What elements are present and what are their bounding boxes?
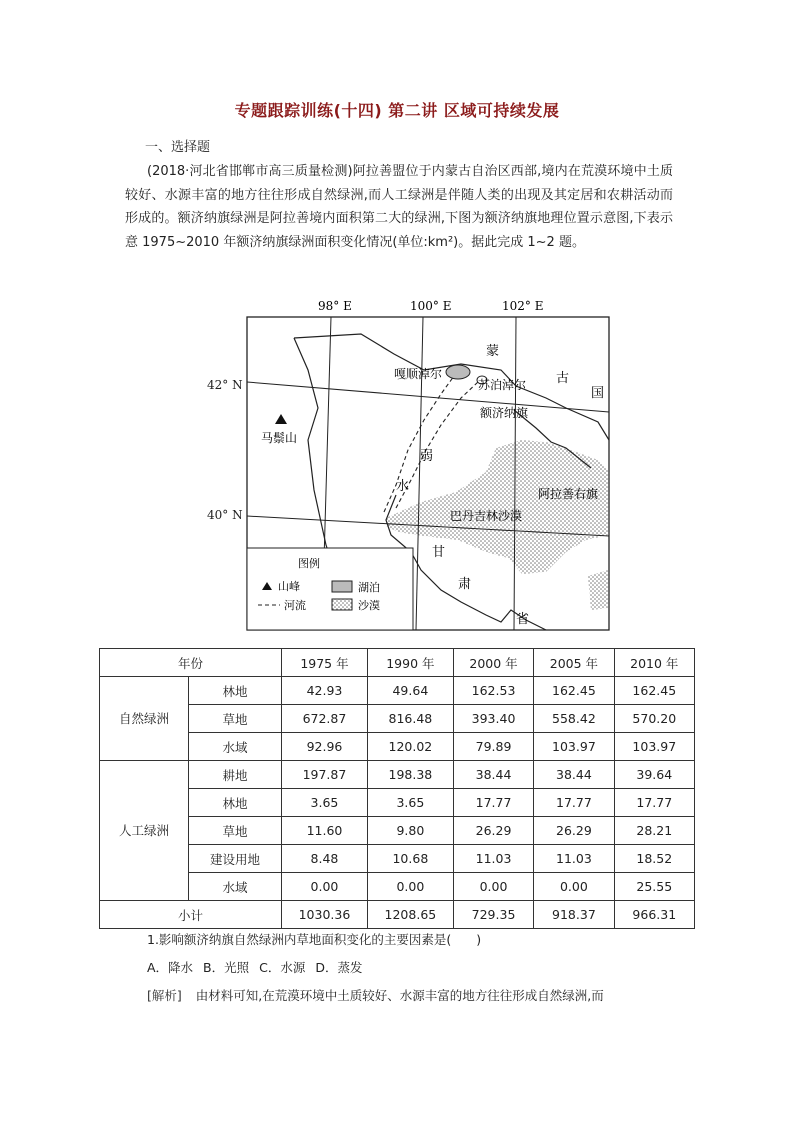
table-header-cell: 年份 bbox=[100, 649, 282, 677]
lon-label-98: 98° E bbox=[318, 299, 352, 313]
page-title: 专题跟踪训练(十四) 第二讲 区域可持续发展 bbox=[234, 101, 560, 120]
table-header-cell: 2010 年 bbox=[614, 649, 694, 677]
table-cell: 26.29 bbox=[534, 817, 614, 845]
table-cell: 558.42 bbox=[534, 705, 614, 733]
analysis bbox=[147, 986, 604, 1004]
legend-title: 图例 bbox=[298, 557, 320, 570]
legend-desert-label: 沙漠 bbox=[358, 599, 380, 612]
table-cell: 120.02 bbox=[367, 733, 453, 761]
lake-gashun bbox=[446, 365, 470, 379]
table-cell: 1208.65 bbox=[367, 901, 453, 929]
table-header-cell: 1975 年 bbox=[282, 649, 368, 677]
option-b[interactable]: B．光照 bbox=[203, 960, 250, 975]
option-d[interactable]: D．蒸发 bbox=[315, 960, 363, 975]
table-row bbox=[100, 845, 695, 873]
label-gan: 甘 bbox=[432, 545, 446, 560]
lat-label-42: 42° N bbox=[207, 378, 243, 392]
label-guo: 国 bbox=[591, 386, 605, 401]
table-cell: 25.55 bbox=[614, 873, 694, 901]
table-cell: 17.77 bbox=[453, 789, 533, 817]
label-su: 肃 bbox=[458, 577, 472, 592]
oasis-area-table bbox=[99, 648, 695, 929]
table-cell: 3.65 bbox=[367, 789, 453, 817]
table-row bbox=[100, 705, 695, 733]
table-cell: 162.45 bbox=[534, 677, 614, 705]
table-header-cell: 2005 年 bbox=[534, 649, 614, 677]
label-ejina: 额济纳旗 bbox=[480, 406, 529, 420]
table-cell: 8.48 bbox=[282, 845, 368, 873]
table-cell: 197.87 bbox=[282, 761, 368, 789]
table-cell: 49.64 bbox=[367, 677, 453, 705]
table-cell: 729.35 bbox=[453, 901, 533, 929]
table-cell: 103.97 bbox=[614, 733, 694, 761]
table-cell: 42.93 bbox=[282, 677, 368, 705]
label-badain: 巴丹吉林沙漠 bbox=[450, 509, 523, 523]
table-cell: 38.44 bbox=[453, 761, 533, 789]
lon-label-100: 100° E bbox=[410, 299, 452, 313]
table-cell: 9.80 bbox=[367, 817, 453, 845]
table-header-cell: 1990 年 bbox=[367, 649, 453, 677]
answer-options bbox=[147, 958, 362, 976]
table-cell: 103.97 bbox=[534, 733, 614, 761]
table-cell: 17.77 bbox=[534, 789, 614, 817]
row-label: 林地 bbox=[189, 789, 282, 817]
table-cell: 38.44 bbox=[534, 761, 614, 789]
desert-area-south bbox=[588, 570, 608, 610]
legend-peak-label: 山峰 bbox=[278, 580, 300, 593]
table-cell: 393.40 bbox=[453, 705, 533, 733]
row-label: 草地 bbox=[189, 705, 282, 733]
table-cell: 0.00 bbox=[282, 873, 368, 901]
lat-label-40: 40° N bbox=[207, 508, 243, 522]
option-a[interactable]: A．降水 bbox=[147, 960, 194, 975]
table-row bbox=[100, 733, 695, 761]
label-mazong: 马鬃山 bbox=[261, 431, 298, 445]
table-cell: 39.64 bbox=[614, 761, 694, 789]
label-alashan-right: 阿拉善右旗 bbox=[538, 487, 599, 501]
group-label-artificial: 人工绿洲 bbox=[100, 761, 189, 901]
table-cell: 0.00 bbox=[367, 873, 453, 901]
legend-box bbox=[247, 548, 413, 630]
table-cell: 11.60 bbox=[282, 817, 368, 845]
table-cell: 966.31 bbox=[614, 901, 694, 929]
label-shui: 水 bbox=[396, 479, 410, 494]
analysis-text: 由材料可知,在荒漠环境中土质较好、水源丰富的地方往往形成自然绿洲,而 bbox=[195, 988, 604, 1003]
table-cell: 816.48 bbox=[367, 705, 453, 733]
table-row bbox=[100, 789, 695, 817]
table-header-row bbox=[100, 649, 695, 677]
table-cell: 672.87 bbox=[282, 705, 368, 733]
table-cell: 918.37 bbox=[534, 901, 614, 929]
legend-river-label: 河流 bbox=[284, 599, 306, 612]
table-cell: 11.03 bbox=[534, 845, 614, 873]
table-cell: 11.03 bbox=[453, 845, 533, 873]
row-label: 水域 bbox=[189, 733, 282, 761]
label-gashun: 嘎顺淖尔 bbox=[394, 367, 443, 381]
legend-lake-label: 湖泊 bbox=[358, 581, 380, 594]
table-cell: 1030.36 bbox=[282, 901, 368, 929]
label-ruo: 弱 bbox=[420, 449, 434, 464]
table-cell: 79.89 bbox=[453, 733, 533, 761]
table-row bbox=[100, 677, 695, 705]
table-cell: 92.96 bbox=[282, 733, 368, 761]
table-cell: 3.65 bbox=[282, 789, 368, 817]
table-cell: 570.20 bbox=[614, 705, 694, 733]
label-sheng: 省 bbox=[516, 612, 530, 627]
legend-lake-icon bbox=[332, 581, 352, 592]
table-header-cell: 2000 年 bbox=[453, 649, 533, 677]
table-cell: 198.38 bbox=[367, 761, 453, 789]
row-label: 耕地 bbox=[189, 761, 282, 789]
table-cell: 10.68 bbox=[367, 845, 453, 873]
subtotal-label: 小计 bbox=[100, 901, 282, 929]
table-cell: 0.00 bbox=[534, 873, 614, 901]
location-map bbox=[246, 290, 621, 635]
lon-label-102: 102° E bbox=[502, 299, 544, 313]
table-cell: 18.52 bbox=[614, 845, 694, 873]
table-cell: 0.00 bbox=[453, 873, 533, 901]
table-row bbox=[100, 817, 695, 845]
option-c[interactable]: C．水源 bbox=[259, 960, 306, 975]
row-label: 林地 bbox=[189, 677, 282, 705]
question-1: 1.影响额济纳旗自然绿洲内草地面积变化的主要因素是( ) bbox=[147, 932, 482, 947]
table-cell: 162.53 bbox=[453, 677, 533, 705]
table-cell: 162.45 bbox=[614, 677, 694, 705]
legend-desert-icon bbox=[332, 599, 352, 610]
row-label: 建设用地 bbox=[189, 845, 282, 873]
label-meng: 蒙 bbox=[486, 344, 500, 359]
label-gu: 古 bbox=[556, 371, 570, 386]
table-row bbox=[100, 761, 695, 789]
section-heading: 一、选择题 bbox=[145, 140, 211, 155]
analysis-tag: [解析] bbox=[147, 988, 182, 1003]
row-label: 草地 bbox=[189, 817, 282, 845]
table-subtotal-row bbox=[100, 901, 695, 929]
table-cell: 26.29 bbox=[453, 817, 533, 845]
table-row bbox=[100, 873, 695, 901]
label-sugu: 苏泊淖尔 bbox=[478, 378, 527, 392]
table-cell: 17.77 bbox=[614, 789, 694, 817]
group-label-natural: 自然绿洲 bbox=[100, 677, 189, 761]
row-label: 水域 bbox=[189, 873, 282, 901]
table-cell: 28.21 bbox=[614, 817, 694, 845]
intro-paragraph: (2018·河北省邯郸市高三质量检测)阿拉善盟位于内蒙古自治区西部,境内在荒漠环境中土质较好、水源丰富的地方往往形成自然绿洲,而人工绿洲是伴随人类的出现及其定居和农耕活动而形成的。额济纳旗绿洲是阿拉善境内面积第二大的绿洲,下图为额济纳旗地理位置示意图,下表示意 1975~2010 年额济纳旗绿洲面积变化情况(单位:km²)。据此完成 1~2 题。 bbox=[125, 164, 673, 250]
